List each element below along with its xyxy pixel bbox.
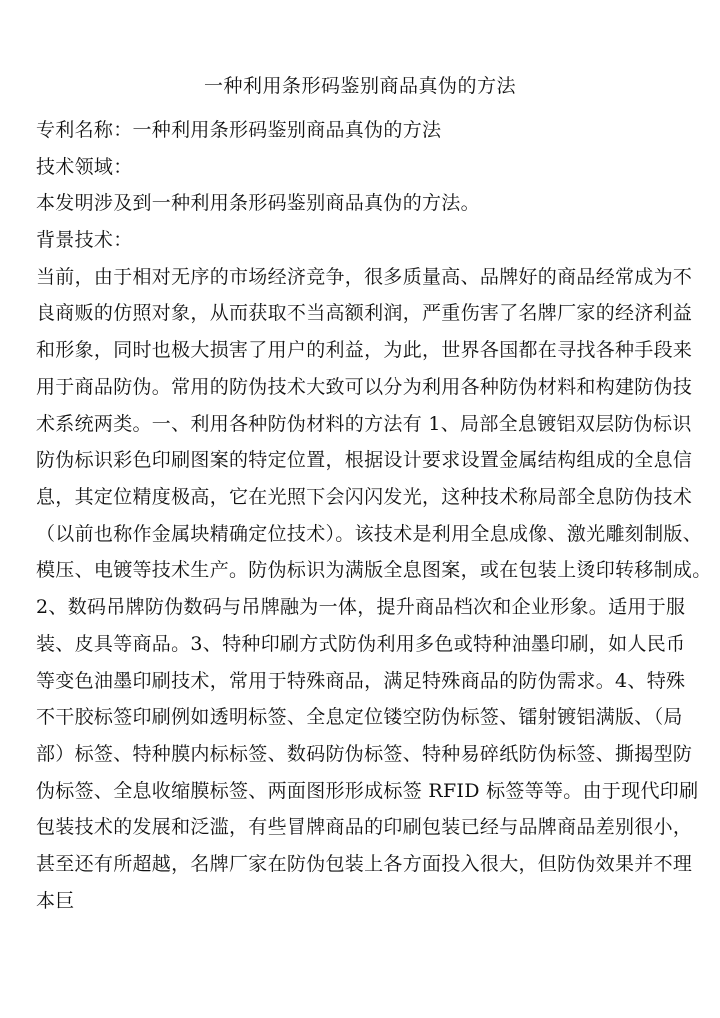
- text-line: 2、数码吊牌防伪数码与吊牌融为一体，提升商品档次和企业形象。适用于服: [36, 596, 686, 618]
- document-title: 一种利用条形码鉴别商品真伪的方法: [203, 75, 516, 97]
- text-line: 息，其定位精度极高，它在光照下会闪闪发光，这种技术称局部全息防伪技术: [36, 486, 693, 508]
- text-line: 甚至还有所超越，名牌厂家在防伪包装上各方面投入很大，但防伪效果并不理: [36, 853, 693, 875]
- text-line: 良商贩的仿照对象，从而获取不当高额利润，严重伤害了名牌厂家的经济利益: [36, 302, 693, 324]
- text-line: 部）标签、特种膜内标标签、数码防伪标签、特种易碎纸防伪标签、撕揭型防: [36, 743, 693, 765]
- text-line: 技术领域：: [36, 156, 133, 178]
- text-line: 专利名称：一种利用条形码鉴别商品真伪的方法: [36, 119, 442, 141]
- text-line: 本发明涉及到一种利用条形码鉴别商品真伪的方法。: [36, 192, 480, 214]
- text-line: 等变色油墨印刷技术，常用于特殊商品，满足特殊商品的防伪需求。4、特殊: [36, 670, 686, 692]
- text-line: 装、皮具等商品。3、特种印刷方式防伪利用多色或特种油墨印刷，如人民币: [36, 633, 686, 655]
- text-line: 和形象，同时也极大损害了用户的利益，为此，世界各国都在寻找各种手段来: [36, 339, 693, 361]
- text-line: 本巨: [36, 890, 75, 912]
- text-line: 伪标签、全息收缩膜标签、两面图形形成标签 RFID 标签等等。由于现代印刷: [36, 780, 699, 802]
- text-line: 模压、电镀等技术生产。防伪标识为满版全息图案，或在包装上烫印转移制成。: [36, 559, 712, 581]
- text-line: 背景技术：: [36, 229, 133, 251]
- text-line: 术系统两类。一、利用各种防伪材料的方法有 1、局部全息镀铝双层防伪标识: [36, 413, 692, 435]
- text-line: 防伪标识彩色印刷图案的特定位置，根据设计要求设置金属结构组成的全息信: [36, 449, 693, 471]
- text-line: 包装技术的发展和泛滥，有些冒牌商品的印刷包装已经与品牌商品差别很小，: [36, 816, 693, 838]
- text-line: 不干胶标签印刷例如透明标签、全息定位镂空防伪标签、镭射镀铝满版、（局: [36, 706, 683, 728]
- text-line: （以前也称作金属块精确定位技术）。该技术是利用全息成像、激光雕刻制版、: [36, 523, 703, 545]
- text-line: 当前，由于相对无序的市场经济竞争，很多质量高、品牌好的商品经常成为不: [36, 266, 693, 288]
- text-line: 用于商品防伪。常用的防伪技术大致可以分为利用各种防伪材料和构建防伪技: [36, 376, 693, 398]
